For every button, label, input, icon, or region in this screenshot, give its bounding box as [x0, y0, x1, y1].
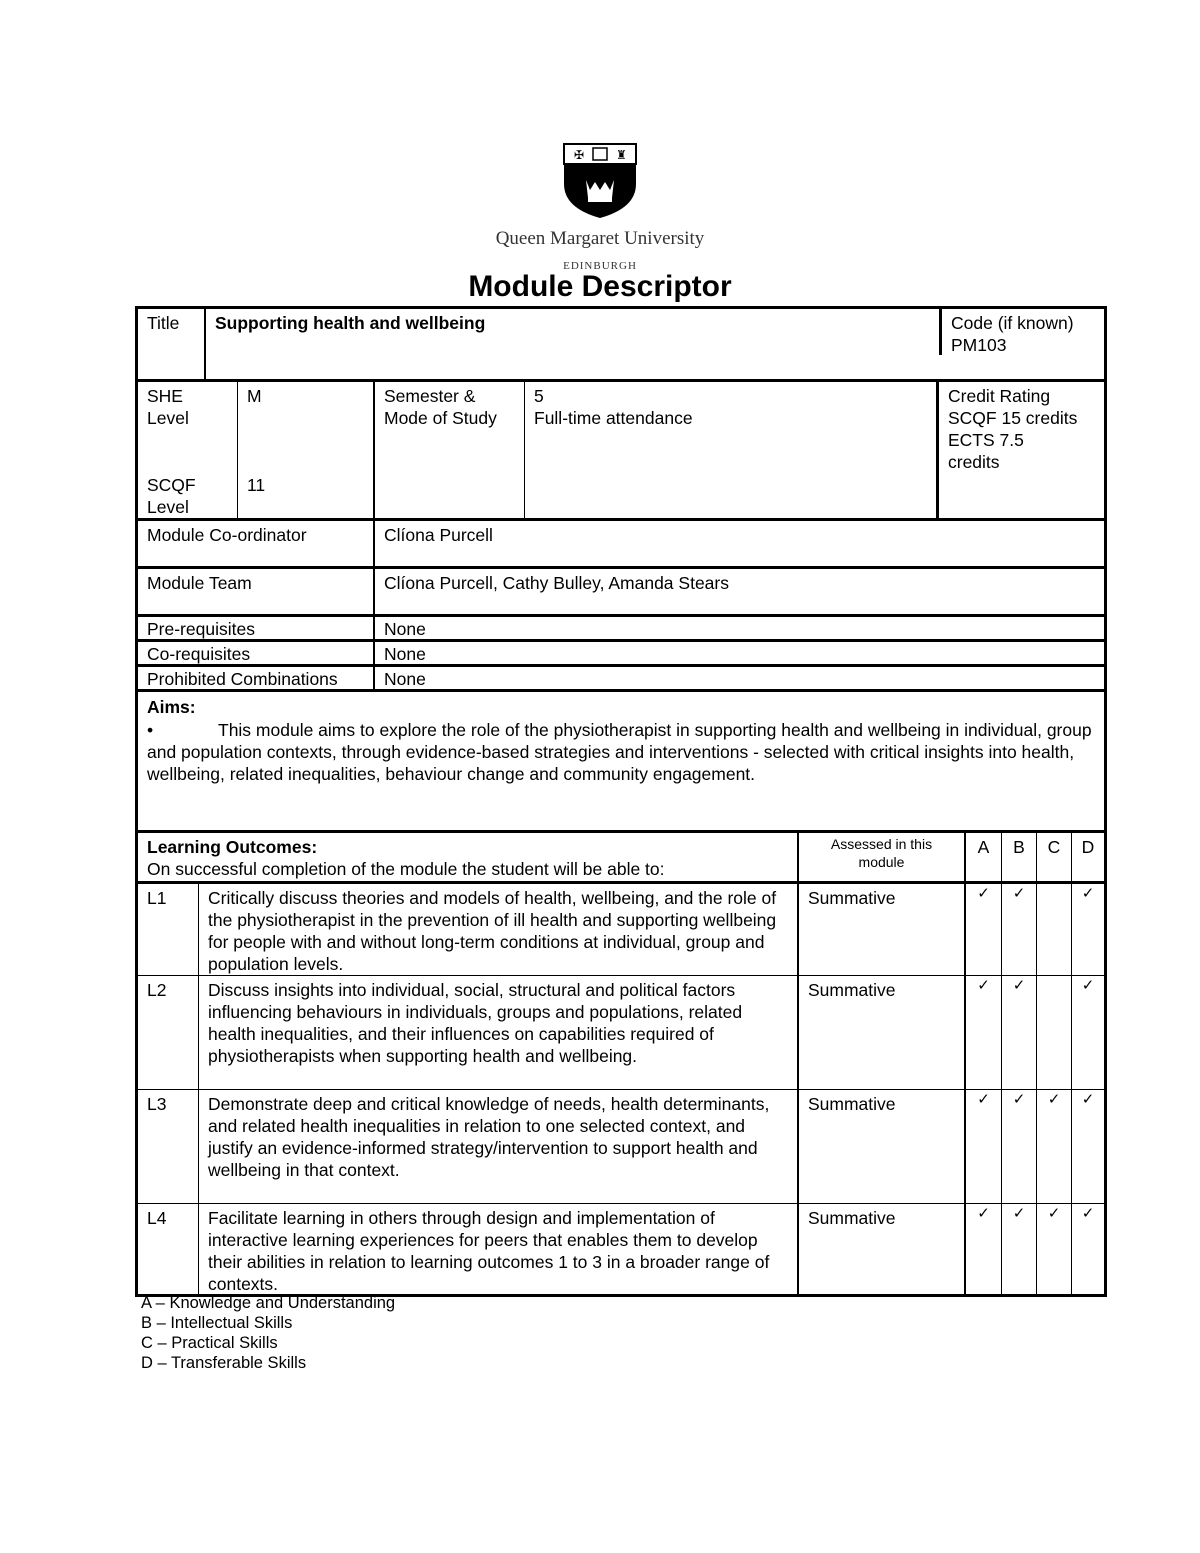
- outcome-text: Discuss insights into individual, social, structural and political factors influencing behaviours in individuals, groups and populations, related health inequalities, and their influences on capabilities required of physiotherapists when supporting health and wellbeing.: [199, 976, 799, 1089]
- prereq-row: [138, 617, 1104, 642]
- outcome-id: L4: [138, 1204, 199, 1294]
- outcome-text: Facilitate learning in others through design and implementation of interactive learning experiences for peers that enables them to develop their abilities in relation to learning outcomes 1 to 3 in a broader range of contexts.: [199, 1204, 799, 1294]
- outcomes-header: [138, 833, 1104, 884]
- aims-row: [138, 692, 1104, 833]
- semester-value-cell: [525, 382, 939, 518]
- level-values: [238, 382, 375, 518]
- she-label-2: Level: [147, 408, 189, 428]
- svg-text:♜: ♜: [616, 148, 627, 162]
- semester-label-1: Semester &: [384, 386, 476, 406]
- aims-text: This module aims to explore the role of the physiotherapist in supporting health and wellbeing in individual, group and population contexts, through evidence-based strategies and interventions - selected with critical insights into health, wellbeing, related inequalities, behaviour change and community engagement.: [147, 720, 1092, 784]
- prereq-value: None: [384, 619, 426, 639]
- outcome-assessed: Summative: [799, 884, 966, 975]
- col-d-header: D: [1081, 837, 1095, 857]
- col-a-header: A: [966, 833, 1002, 881]
- prohibited-row: [138, 667, 1104, 692]
- outcomes-subheading: On successful completion of the module the student will be able to:: [147, 859, 665, 879]
- key-item-d: D – Transferable Skills: [141, 1354, 307, 1372]
- team-value: Clíona Purcell, Cathy Bulley, Amanda Stears: [384, 573, 729, 593]
- outcome-mark-d: ✓: [1081, 885, 1095, 902]
- outcome-mark-a: ✓: [966, 976, 1002, 1089]
- semester-label-2: Mode of Study: [384, 408, 497, 428]
- key-item-a: A – Knowledge and Understanding: [141, 1294, 396, 1312]
- scqf-value: 11: [247, 475, 266, 495]
- coordinator-value: Clíona Purcell: [384, 525, 493, 545]
- university-logo: [480, 140, 720, 275]
- outcome-mark-c: ✓: [1037, 1090, 1072, 1203]
- aims-cell: [138, 692, 1104, 788]
- she-value: M: [247, 386, 262, 406]
- coordinator-row: [138, 521, 1104, 569]
- credit-cell: [939, 382, 1104, 518]
- aims-heading: Aims:: [147, 697, 196, 717]
- scqf-label-1: SCQF: [147, 475, 196, 495]
- outcome-mark-b: ✓: [1002, 1204, 1037, 1294]
- col-b-header: B: [1002, 833, 1037, 881]
- outcome-mark-a: ✓: [966, 884, 1002, 975]
- scqf-label-2: Level: [147, 497, 189, 517]
- outcome-mark-a: ✓: [966, 1090, 1002, 1203]
- page-title: Module Descriptor: [468, 270, 732, 303]
- outcome-mark-c: ✓: [1037, 1204, 1072, 1294]
- outcome-row-l2: [138, 976, 1104, 1090]
- coreq-row: [138, 642, 1104, 667]
- coreq-value: None: [384, 644, 426, 664]
- team-label: Module Team: [138, 569, 375, 614]
- credit-ects-1: ECTS 7.5: [948, 430, 1024, 450]
- col-c-header: C: [1037, 833, 1072, 881]
- coreq-label: Co-requisites: [138, 642, 375, 664]
- svg-text:✠: ✠: [574, 148, 585, 162]
- university-city: EDINBURGH: [563, 260, 637, 272]
- credit-scqf: SCQF 15 credits: [948, 408, 1078, 428]
- key-item-b: B – Intellectual Skills: [141, 1314, 293, 1332]
- outcome-mark-c: [1037, 884, 1072, 975]
- title-label: Title: [138, 309, 206, 379]
- outcome-id: L1: [138, 884, 199, 975]
- outcome-mark-d: ✓: [1081, 1091, 1095, 1108]
- assessed-header: Assessed in this module: [799, 833, 966, 881]
- university-name: Queen Margaret University: [495, 228, 705, 249]
- outcome-text: Demonstrate deep and critical knowledge of needs, health determinants, and related health inequalities in relation to one selected context, and justify an evidence-informed strategy/intervention to support health and wellbeing in that context.: [199, 1090, 799, 1203]
- prohibited-value: None: [384, 669, 426, 689]
- outcome-text: Critically discuss theories and models of health, wellbeing, and the role of the physiotherapist in the prevention of ill health and supporting wellbeing for people with and without long-term conditions at individual, group and population levels.: [199, 884, 799, 975]
- prohibited-label: Prohibited Combinations: [138, 667, 375, 689]
- skills-key: [141, 1293, 395, 1373]
- outcome-assessed: Summative: [799, 976, 966, 1089]
- crest-icon: [558, 140, 642, 220]
- key-item-c: C – Practical Skills: [141, 1334, 278, 1352]
- outcome-assessed: Summative: [799, 1204, 966, 1294]
- level-labels: [138, 382, 238, 518]
- outcome-row-l1: [138, 884, 1104, 976]
- credit-label: Credit Rating: [948, 386, 1051, 406]
- outcome-mark-c: [1037, 976, 1072, 1089]
- outcomes-heading: Learning Outcomes:: [147, 837, 318, 857]
- outcome-id: L3: [138, 1090, 199, 1203]
- code-value: PM103: [951, 335, 1007, 355]
- outcome-mark-b: ✓: [1002, 976, 1037, 1089]
- coordinator-label: Module Co-ordinator: [138, 521, 375, 566]
- aims-bullet: •: [147, 720, 154, 740]
- outcome-row-l4: [138, 1204, 1104, 1294]
- level-row: [138, 382, 1104, 521]
- outcomes-heading-cell: [138, 833, 799, 881]
- credit-ects-2: credits: [948, 452, 1000, 472]
- outcome-mark-a: ✓: [966, 1204, 1002, 1294]
- outcome-row-l3: [138, 1090, 1104, 1204]
- outcome-mark-d: ✓: [1081, 977, 1095, 994]
- outcome-mark-b: ✓: [1002, 1090, 1037, 1203]
- title-value: Supporting health and wellbeing: [215, 313, 486, 333]
- outcome-assessed: Summative: [799, 1090, 966, 1203]
- semester-label: [375, 382, 525, 518]
- aims-text-block: [147, 719, 1095, 785]
- outcome-mark-b: ✓: [1002, 884, 1037, 975]
- mode-value: Full-time attendance: [534, 408, 693, 428]
- module-descriptor-table: [135, 306, 1107, 1297]
- semester-value: 5: [534, 386, 544, 406]
- prereq-label: Pre-requisites: [138, 617, 375, 639]
- team-row: [138, 569, 1104, 617]
- title-row: [138, 309, 1104, 382]
- code-label: Code (if known): [951, 313, 1074, 333]
- outcome-id: L2: [138, 976, 199, 1089]
- she-label-1: SHE: [147, 386, 183, 406]
- code-cell: [939, 309, 1104, 355]
- outcome-mark-d: ✓: [1081, 1205, 1095, 1222]
